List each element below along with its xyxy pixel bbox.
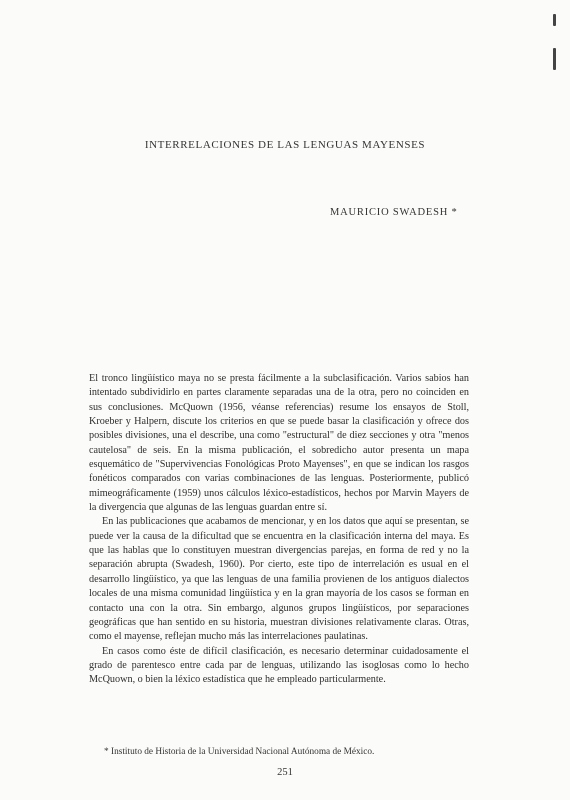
document-body [89, 372, 469, 688]
footnote: * Instituto de Historia de la Universidad Nacional Autónoma de México. [104, 747, 375, 757]
body-paragraph: El tronco lingüístico maya no se presta fácilmente a la subclasificación. Varios sabios han intentado subdividirlo en partes claramente separadas una de la otra, pero no coinciden en sus conclusiones. McQuown (1956, véanse referencias) resume los ensayos de Stoll, Kroeber y Halpern, discute los criterios en que se puede basar la clasificación y ofrece dos posibles divisiones, una el describe, una como "estructural" de diez secciones y otra "menos cautelosa" de seis. En la misma publicación, el sobredicho autor presenta un mapa esquemático de "Supervivencias Fonológicas Proto Mayenses", en que se indican los rasgos fonéticos comparados con varias combinaciones de las lenguas. Posteriormente, publicó mimeográficamente (1959) unos cálculos léxico-estadísticos, hechos por Marvin Mayers de la divergencia que algunas de las lenguas guardan entre sí. [89, 373, 469, 514]
body-paragraph: En las publicaciones que acabamos de mencionar, y en los datos que aquí se presentan, se puede ver la causa de la dificultad que se encuentra en la clasificación interna del maya. Es que las hablas que lo constituyen muestran divergencias parejas, en forma de red y no la separación abrupta (Swadesh, 1960). Por cierto, este tipo de interrelación es usual en el desarrollo lingüístico, ya que las lenguas de una familia provienen de los antiguos dialectos locales de una misma comunidad lingüística y en la gran mayoría de los casos se forman en contacto una con la otra. Sin embargo, algunos grupos lingüísticos, por separaciones geográficas que han sentido en su historia, muestran divisiones relativamente claras. Otras, como el mayense, reflejan mucho más las interrelaciones paulatinas. [89, 516, 469, 643]
scan-mark [553, 14, 556, 26]
body-paragraph: En casos como éste de difícil clasificación, es necesario determinar cuidadosamente el grado de parentesco entre cada par de lenguas, utilizando las isoglosas como lo hecho McQuown, o bien la léxico estadística que he empleado particularmente. [89, 645, 469, 686]
scan-mark [553, 48, 556, 70]
author-name: MAURICIO SWADESH * [330, 207, 458, 218]
document-title: INTERRELACIONES DE LAS LENGUAS MAYENSES [144, 139, 426, 151]
page-number: 251 [277, 767, 293, 778]
